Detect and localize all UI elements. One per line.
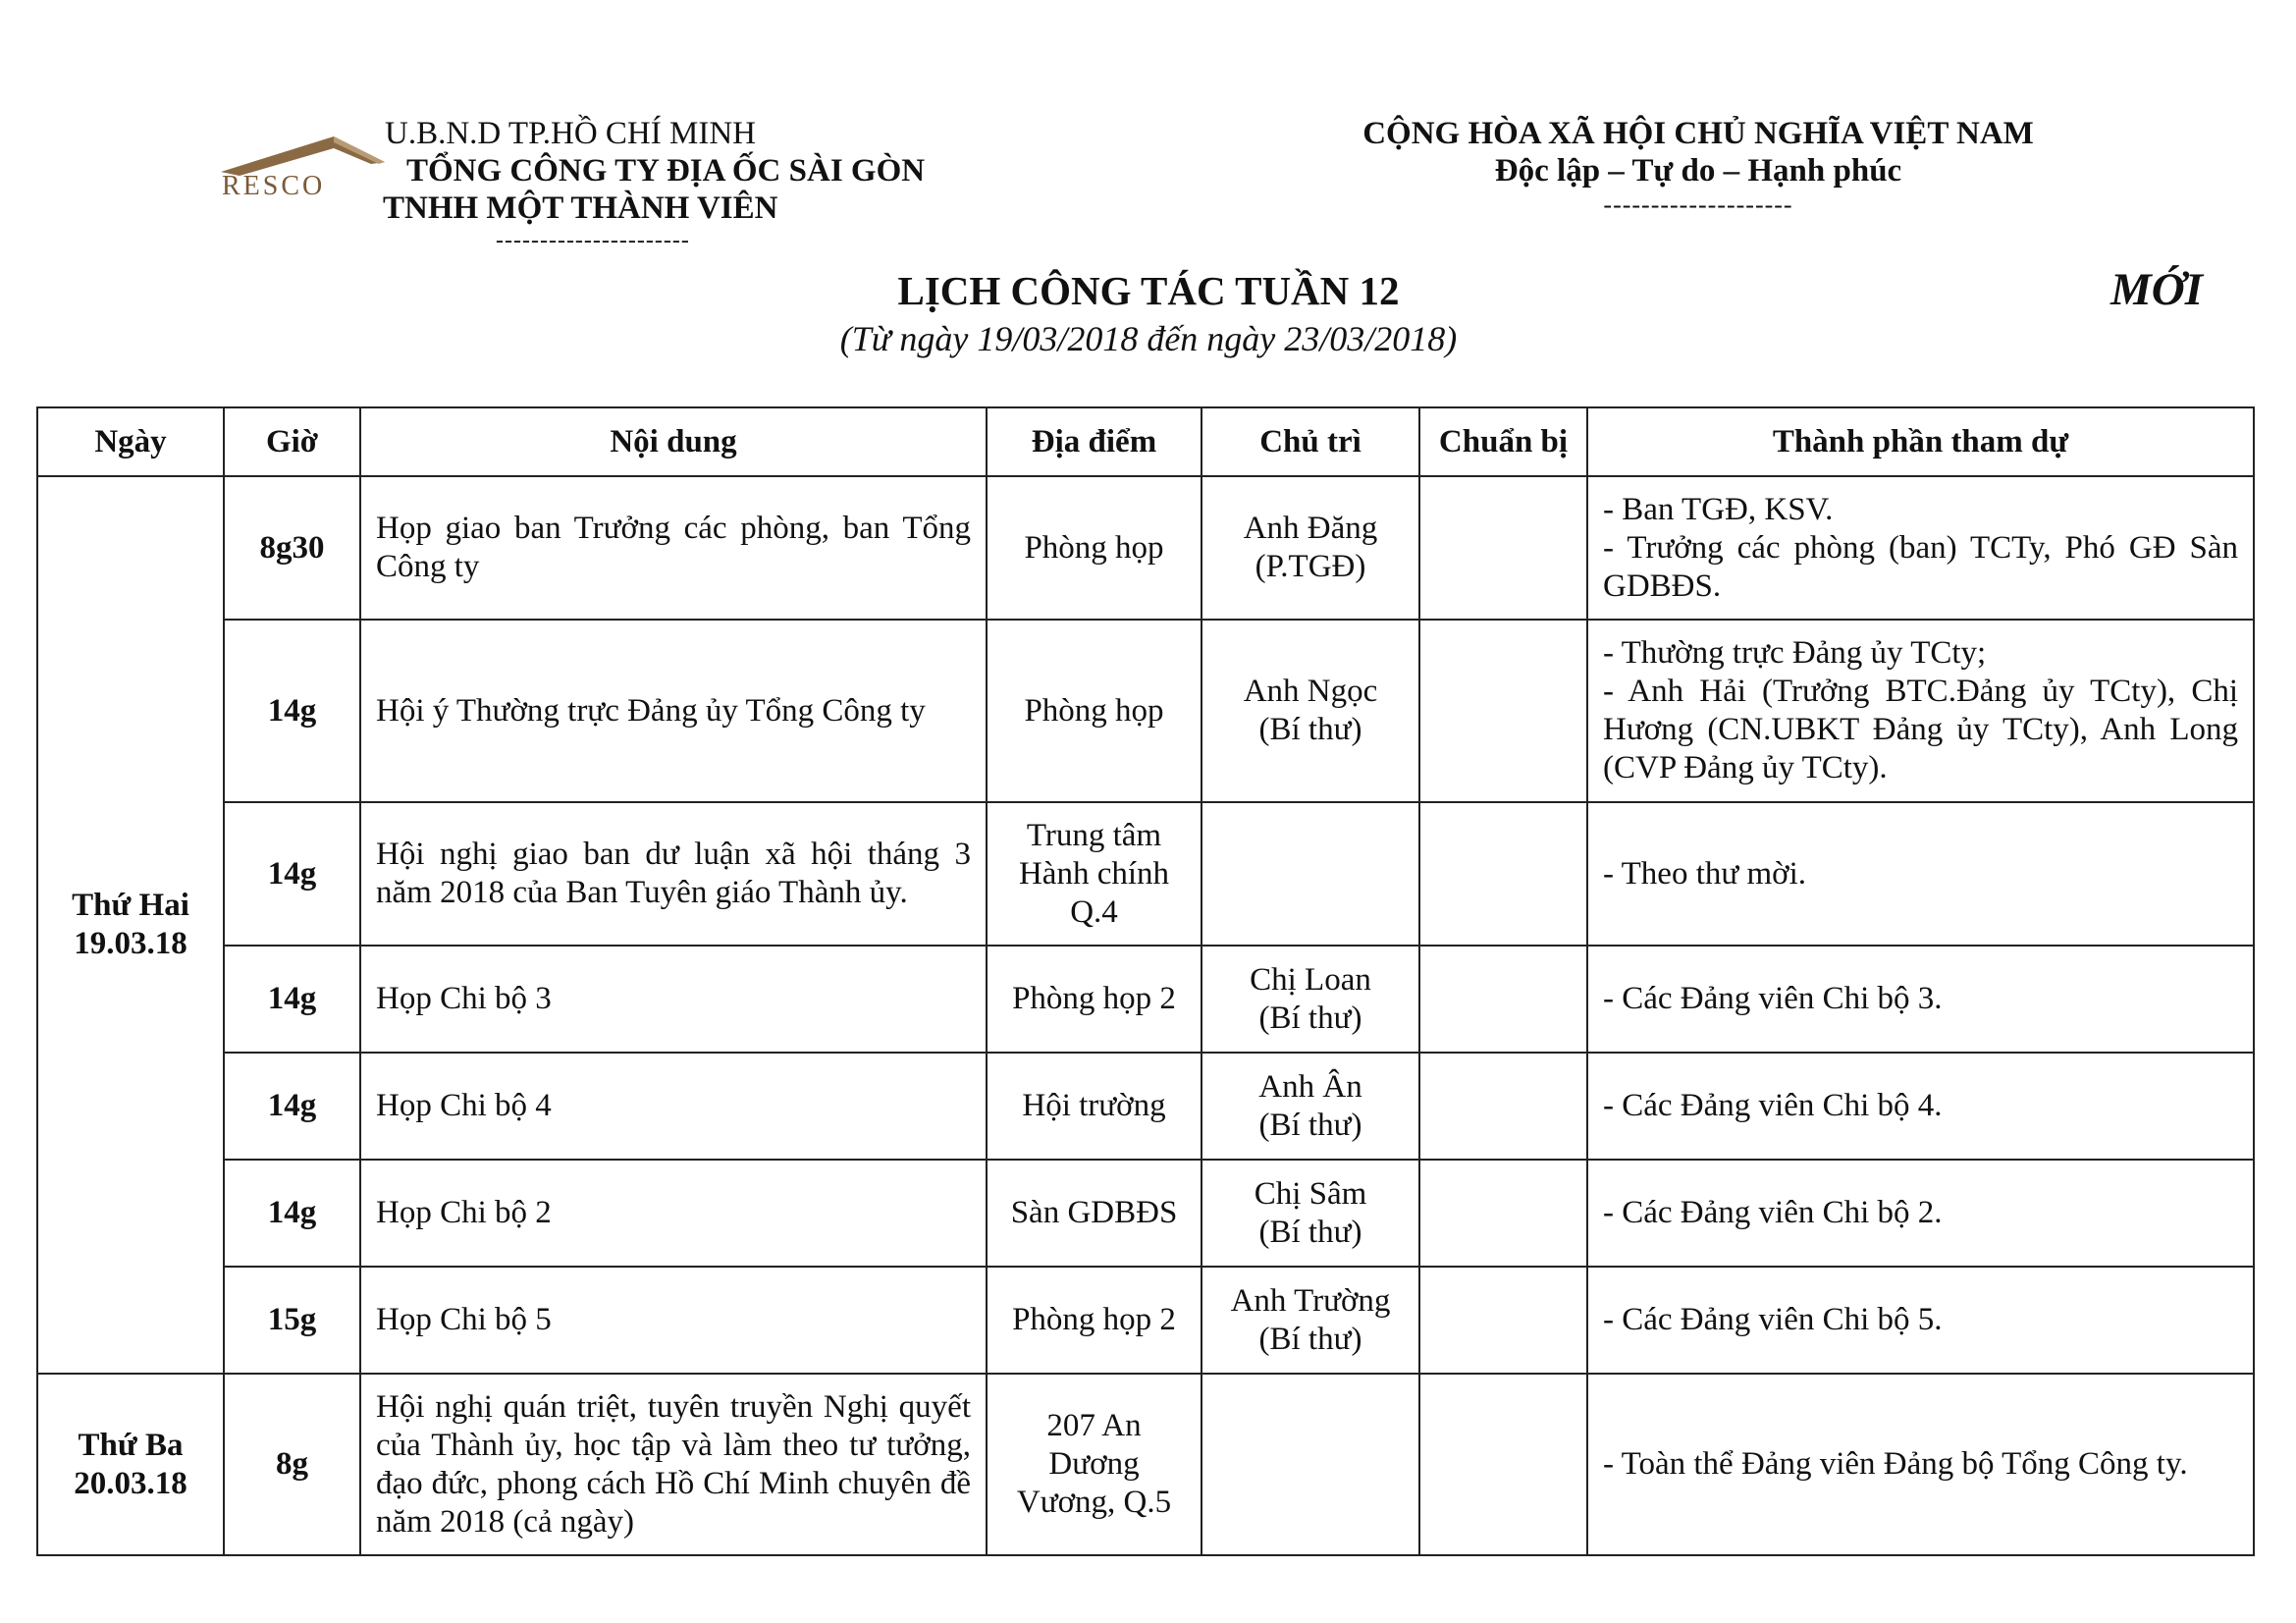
location-line: Q.4 [1070,893,1118,930]
prep-cell [1419,1160,1587,1267]
location-cell [987,1267,1201,1374]
content-cell: Họp Chi bộ 3 [360,946,987,1053]
content-cell: Họp Chi bộ 5 [360,1267,987,1374]
org-name: TỔNG CÔNG TY ĐỊA ỐC SÀI GÒN [406,153,926,189]
content-cell: Hội nghị giao ban dư luận xã hội tháng 3 năm 2018 của Ban Tuyên giáo Thành ủy. [360,802,987,946]
table-row [37,1267,2254,1374]
content-cell: Hội nghị quán triệt, tuyên truyền Nghị quyết của Thành ủy, học tập và làm theo tư tưởng, đạo đức, phong cách Hồ Chí Minh chuyên đề năm 2018 (cả ngày) [360,1374,987,1555]
content-cell: Họp Chi bộ 2 [360,1160,987,1267]
prep-cell [1419,946,1587,1053]
chair-line: (Bí thư) [1258,712,1362,747]
chair-cell [1201,1160,1419,1267]
location-line: Trung tâm [1026,817,1162,853]
table-row [37,620,2254,802]
table-row [37,946,2254,1053]
chair-line: (P.TGĐ) [1255,549,1366,584]
location-line: Sàn GDBĐS [1010,1195,1178,1230]
nation-title: CỘNG HÒA XÃ HỘI CHỦ NGHĨA VIỆT NAM [1362,116,2034,151]
col-header-chair: Chủ trì [1201,407,1419,476]
col-header-day: Ngày [37,407,224,476]
attendees-cell [1587,476,2254,620]
chair-cell [1201,620,1419,802]
attendee-line: - Anh Hải (Trưởng BTC.Đảng ủy TCty), Chị Hương (CN.UBKT Đảng ủy TCty), Anh Long (CVP Đảng ủy TCty). [1603,674,2238,785]
day-cell [37,1374,224,1555]
attendees-cell [1587,946,2254,1053]
day-label: Thứ Hai [72,888,189,923]
attendees-cell [1587,802,2254,946]
location-cell [987,620,1201,802]
attendees-cell [1587,620,2254,802]
new-badge: MỚI [2110,264,2204,315]
attendee-line: - Ban TGĐ, KSV. [1603,491,1834,527]
location-line: 207 An [1046,1408,1142,1443]
location-cell [987,1160,1201,1267]
time-cell: 8g [224,1374,360,1555]
time-cell: 14g [224,620,360,802]
col-header-time: Giờ [224,407,360,476]
chair-cell [1201,1267,1419,1374]
location-line: Phòng họp 2 [1012,1302,1176,1337]
table-row [37,1160,2254,1267]
location-cell [987,1374,1201,1555]
day-label: 19.03.18 [74,926,187,961]
resco-logo [218,131,385,199]
location-line: Hội trường [1022,1088,1166,1123]
prep-cell [1419,476,1587,620]
attendee-line: - Các Đảng viên Chi bộ 5. [1603,1302,1943,1337]
chair-line: Chị Loan [1250,961,1371,998]
attendees-cell [1587,1374,2254,1555]
chair-cell [1201,1374,1419,1555]
attendee-line: - Thường trực Đảng ủy TCty; [1603,635,1987,671]
attendee-line: - Các Đảng viên Chi bộ 3. [1603,981,1943,1016]
table-header-row [37,407,2254,476]
location-line: Phòng họp [1024,692,1164,729]
date-range: (Từ ngày 19/03/2018 đến ngày 23/03/2018) [839,319,1458,358]
resco-logo-text: RESCO [222,171,326,199]
location-cell [987,946,1201,1053]
chair-cell [1201,946,1419,1053]
chair-line: Chị Sâm [1254,1175,1367,1212]
day-label: 20.03.18 [74,1465,187,1501]
location-cell [987,802,1201,946]
prep-cell [1419,1053,1587,1160]
attendee-line: - Toàn thể Đảng viên Đảng bộ Tổng Công ty. [1603,1446,2188,1482]
content-cell: Họp giao ban Trưởng các phòng, ban Tổng Công ty [360,476,987,620]
time-cell: 14g [224,802,360,946]
chair-cell [1201,1053,1419,1160]
nation-divider: -------------------- [1603,190,1793,219]
col-header-location: Địa điểm [987,407,1201,476]
attendees-cell [1587,1053,2254,1160]
chair-line: Anh Ân [1258,1068,1362,1105]
table-row [37,476,2254,620]
attendee-line: - Các Đảng viên Chi bộ 2. [1603,1195,1943,1230]
location-line: Phòng họp 2 [1012,981,1176,1016]
day-label: Thứ Ba [78,1427,184,1463]
location-cell [987,476,1201,620]
org-divider: ---------------------- [496,228,690,253]
time-cell: 14g [224,1160,360,1267]
prep-cell [1419,1374,1587,1555]
day-cell [37,476,224,1374]
chair-cell [1201,802,1419,946]
attendee-line: - Trưởng các phòng (ban) TCTy, Phó GĐ Sàn GDBĐS. [1603,529,2238,604]
location-line: Phòng họp [1024,529,1164,566]
time-cell: 14g [224,946,360,1053]
prep-cell [1419,802,1587,946]
attendee-line: - Các Đảng viên Chi bộ 4. [1603,1088,1943,1123]
nation-motto: Độc lập – Tự do – Hạnh phúc [1494,153,1902,189]
location-line: Hành chính [1018,855,1170,892]
chair-line: Anh Ngọc [1243,674,1378,709]
attendees-cell [1587,1267,2254,1374]
chair-cell [1201,476,1419,620]
table-row [37,1053,2254,1160]
col-header-content: Nội dung [360,407,987,476]
chair-line: (Bí thư) [1258,1107,1362,1143]
attendees-cell [1587,1160,2254,1267]
chair-line: (Bí thư) [1258,1214,1362,1250]
schedule-table [36,406,2255,1556]
prep-cell [1419,1267,1587,1374]
col-header-attendees: Thành phần tham dự [1587,407,2254,476]
col-header-prep: Chuẩn bị [1419,407,1587,476]
time-cell: 14g [224,1053,360,1160]
table-row [37,1374,2254,1555]
table-row [37,802,2254,946]
time-cell: 15g [224,1267,360,1374]
org-type: TNHH MỘT THÀNH VIÊN [383,190,778,226]
content-cell: Hội ý Thường trực Đảng ủy Tổng Công ty [360,620,987,802]
chair-line: (Bí thư) [1258,1000,1362,1036]
chair-line: Anh Trường [1230,1282,1391,1319]
chair-line: Anh Đăng [1243,511,1378,546]
prep-cell [1419,620,1587,802]
document-title: LỊCH CÔNG TÁC TUẦN 12 [897,268,1400,313]
attendee-line: - Theo thư mời. [1603,855,1807,892]
location-line: Dương [1048,1446,1140,1482]
time-cell: 8g30 [224,476,360,620]
content-cell: Họp Chi bộ 4 [360,1053,987,1160]
chair-line: (Bí thư) [1258,1321,1362,1357]
location-cell [987,1053,1201,1160]
org-parent: U.B.N.D TP.HỒ CHÍ MINH [385,116,757,151]
location-line: Vương, Q.5 [1016,1485,1172,1520]
